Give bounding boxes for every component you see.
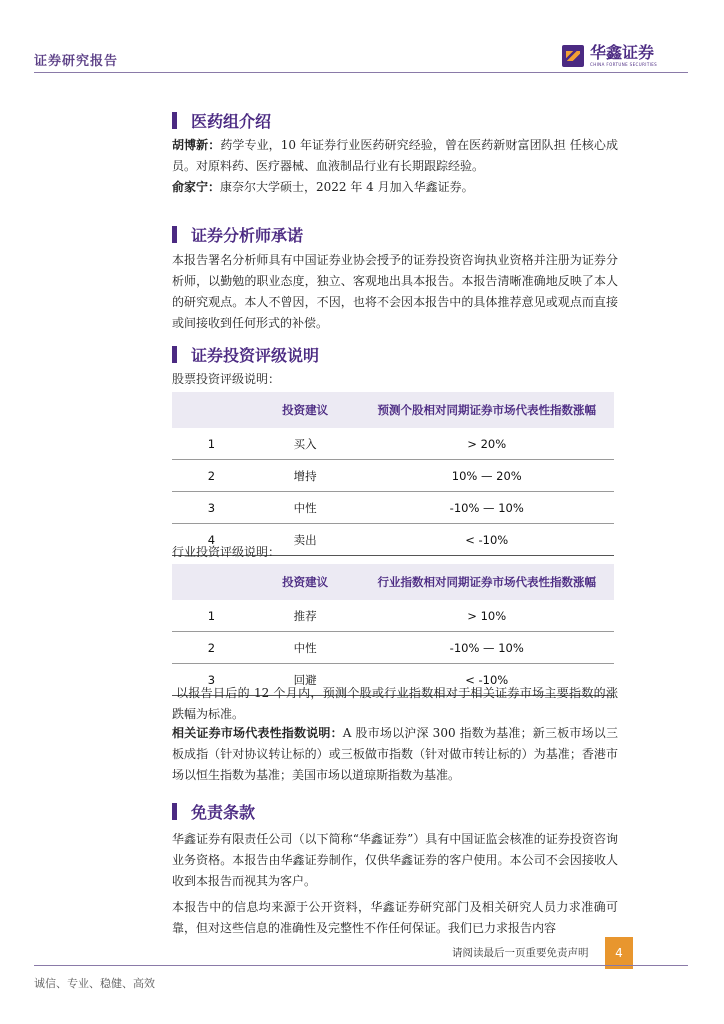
logo-name: 华鑫证券 — [590, 43, 655, 62]
table-cell: -10% — 10% — [359, 492, 614, 524]
table-cell: 1 — [172, 600, 251, 632]
rating-note: 以报告日后的 12 个月内，预测个股或行业指数相对于相关证券市场主要指数的涨跌幅为标准。 — [172, 686, 618, 721]
table-cell: 中性 — [251, 492, 360, 524]
table-cell: 增持 — [251, 460, 360, 492]
table-row — [172, 428, 614, 460]
table-cell: 3 — [172, 492, 251, 524]
table-cell: 推荐 — [251, 600, 360, 632]
company-logo — [562, 44, 657, 67]
section-marker — [172, 112, 177, 129]
section-marker — [172, 346, 177, 363]
table-row — [172, 600, 614, 632]
table-cell: 3 — [172, 664, 251, 696]
section-team — [172, 109, 271, 132]
table-header — [172, 564, 251, 600]
disclaimer-paragraph-1: 华鑫证券有限责任公司（以下简称“华鑫证券”）具有中国证监会核准的证券投资咨询业务资格。本报告由华鑫证券制作，仅供华鑫证券的客户使用。本公司不会因接收人收到本报告而视其为客户。 — [172, 832, 618, 888]
table-cell: -10% — 10% — [359, 632, 614, 664]
footer-disclaimer-note: 请阅读最后一页重要免责声明 — [452, 947, 589, 959]
table-cell: 2 — [172, 632, 251, 664]
table-cell: 中性 — [251, 632, 360, 664]
report-type-label: 证券研究报告 — [34, 54, 119, 69]
table-cell: 卖出 — [251, 524, 360, 556]
index-label: 相关证券市场代表性指数说明： — [172, 726, 343, 740]
table-cell: 1 — [172, 428, 251, 460]
section-commitment — [172, 223, 303, 246]
table-cell: < -10% — [359, 524, 614, 556]
index-description — [172, 723, 618, 786]
table-cell: < -10% — [359, 664, 614, 696]
disclaimer-paragraph-2: 本报告中的信息均来源于公开资料，华鑫证券研究部门及相关研究人员力求准确可靠，但对这些信息的准确性及完整性不作任何保证。我们已力求报告内容 — [172, 900, 618, 935]
table-header: 行业指数相对同期证券市场代表性指数涨幅 — [359, 564, 614, 600]
table-cell: 回避 — [251, 664, 360, 696]
table-cell: 买入 — [251, 428, 360, 460]
industry-rating-table — [172, 564, 614, 696]
section-rating — [172, 343, 319, 366]
analyst-bio-2 — [172, 177, 618, 198]
section-disclaimer — [172, 800, 255, 823]
table-cell: 4 — [172, 524, 251, 556]
analyst-bio-text: 药学专业，10 年证券行业医药研究经验，曾在医药新财富团队担 任核心成员。对原料药、医疗器械、血液制品行业有长期跟踪经验。 — [172, 138, 618, 173]
table-cell: > 10% — [359, 600, 614, 632]
section-heading: 证券投资评级说明 — [191, 346, 320, 365]
section-heading: 免责条款 — [191, 803, 256, 822]
section-marker — [172, 226, 177, 243]
table-row — [172, 460, 614, 492]
commitment-text: 本报告署名分析师具有中国证券业协会授予的证券投资咨询执业资格并注册为证券分析师，以勤勉的职业态度，独立、客观地出具本报告。本报告清晰准确地反映了本人的研究观点。本人不曾因，不因，也将不会因本报告中的具体推荐意见或观点而直接或间接收到任何形式的补偿。 — [172, 253, 618, 330]
section-marker — [172, 803, 177, 820]
table-header — [172, 392, 251, 428]
header-divider — [34, 72, 688, 73]
company-slogan: 诚信、专业、稳健、高效 — [34, 977, 155, 990]
table-row — [172, 632, 614, 664]
table-header: 预测个股相对同期证券市场代表性指数涨幅 — [359, 392, 614, 428]
page-number: 4 — [605, 937, 633, 969]
table-cell: 2 — [172, 460, 251, 492]
footer-divider — [34, 965, 688, 966]
table-cell: > 20% — [359, 428, 614, 460]
logo-icon — [562, 45, 584, 67]
stock-rating-label: 股票投资评级说明： — [172, 372, 281, 386]
table-header: 投资建议 — [251, 392, 360, 428]
logo-english-name: CHINA FORTUNE SECURITIES — [590, 62, 658, 67]
analyst-name: 俞家宁： — [172, 180, 221, 194]
table-header: 投资建议 — [251, 564, 360, 600]
section-heading: 医药组介绍 — [191, 112, 272, 131]
table-row — [172, 492, 614, 524]
index-text: A 股市场以沪深 300 指数为基准；新三板市场以三板成指（针对协议转让标的）或三板做市指数（针对做市转让标的）为基准；香港市场以恒生指数为基准；美国市场以道琼斯指数为基准。 — [172, 726, 618, 782]
table-cell: 10% — 20% — [359, 460, 614, 492]
stock-rating-table — [172, 392, 614, 556]
section-heading: 证券分析师承诺 — [191, 226, 304, 245]
industry-rating-label: 行业投资评级说明： — [172, 545, 281, 559]
analyst-name: 胡博新： — [172, 138, 221, 152]
analyst-bio-1 — [172, 135, 618, 177]
analyst-bio-text: 康奈尔大学硕士，2022 年 4 月加入华鑫证券。 — [220, 180, 474, 194]
